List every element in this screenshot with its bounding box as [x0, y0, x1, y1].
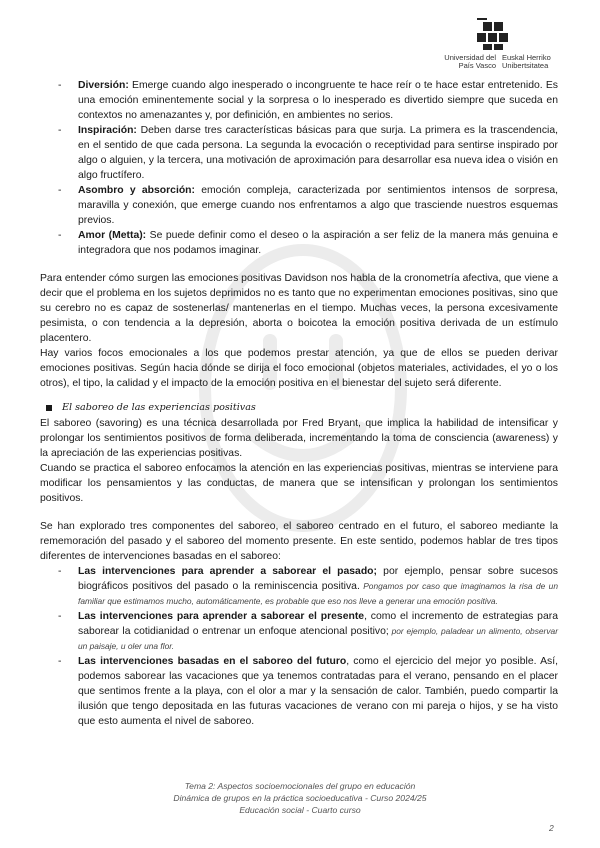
footer-course: Dinámica de grupos en la práctica socioeducativa - Curso 2024/25: [173, 793, 427, 803]
university-logo: [428, 18, 578, 78]
list-item: - Las intervenciones para aprender a saborear el pasado; por ejemplo, pensar sobre sucesos biográficos positivos del pasado o la reminiscencia positiva. Pongamos por caso que imaginamos la risa de un familiar que estimamos mucho, automáticamente, es probable que eso nos lleve a generar una emoción positiva.: [40, 564, 558, 609]
paragraph: El saboreo (savoring) es una técnica desarrollada por Fred Bryant, que implica la habilidad de intensificar y prolongar los sentimientos positivos de forma deliberada, incrementando la toma de consciencia (awareness) y la apreciación de las experiencias positivas.: [40, 418, 558, 459]
university-name-es: Universidad del País Vasco: [444, 53, 496, 70]
paragraph: Hay varios focos emocionales a los que podemos prestar atención, ya que de ellos se pueden derivar emociones positivas. Según hacia dónde se dirija el foco emocional (objetos materiales, actividades, el yo o los otros), el tipo, la calidad y el impacto de la emoción positiva en el bienestar del sujeto será diferente.: [40, 348, 558, 389]
footer-degree: Educación social - Cuarto curso: [239, 805, 361, 815]
interventions-list: [40, 564, 558, 729]
page-content: [40, 78, 558, 729]
paragraph: Para entender cómo surgen las emociones positivas Davidson nos habla de la cronometría afectiva, que viene a decir que el problema en los sujetos deprimidos no es tanto que no experimentan emociones positivas, sino que su cerebro no es capaz de sostenerlas/ mantenerlas en el tiempo. Muchas veces, la persona excesivamente pesimista, o con tendencia a la depresión, aborta o boicotea la emoción positiva derivada de un estímulo placentero.: [40, 273, 558, 344]
footer-topic: Tema 2: Aspectos socioemocionales del grupo en educación: [184, 781, 416, 791]
list-item: - Amor (Metta): Se puede definir como el deseo o la aspiración a ser feliz de la manera más genuina e integradora que nos podamos imaginar.: [40, 228, 558, 258]
list-item: - Las intervenciones basadas en el saboreo del futuro, como el ejercicio del mejor yo posible. Así, podemos saborear las vacaciones que ya tenemos contratadas para el verano, pensando en el placer que sentimos frente a la playa, con el olor a mar y la sensación de calor. También, puedo compartir la ilusión que tengo depositada en las futuras vacaciones de verano con mi pareja o hijos, y se ha visto que esto aumenta el nivel de saboreo.: [40, 654, 558, 729]
page-footer: [0, 780, 600, 816]
emotions-list: [40, 78, 558, 258]
list-item: - Inspiración: Deben darse tres características básicas para que surja. La primera es la trascendencia, en el sentido de que cada persona. La segunda la evocación o receptividad para sentirse inspirado por algo o alguien, y la tercera, una motivación de aproximación para desarrollar esa nueva idea o visión en algo fructífero.: [40, 123, 558, 183]
page-number: 2: [549, 823, 554, 833]
paragraph: Cuando se practica el saboreo enfocamos la atención en las experiencias positivas, mientras se interviene para modificar los pensamientos y las conductas, de manera que se intensifican y prolongan los sentimientos positivos.: [40, 463, 558, 504]
paragraph: Se han explorado tres componentes del saboreo, el saboreo centrado en el futuro, el saboreo mediante la rememoración del pasado y el saboreo del momento presente. En este sentido, podemos hablar de tres tipos diferentes de intervenciones basadas en el saboreo:: [40, 521, 558, 562]
list-item: - Asombro y absorción: emoción compleja, caracterizada por sentimientos intensos de sorpresa, maravilla y conexión, que emerge cuando nos enfrentamos a algo que trasciende nuestros esquemas previos.: [40, 183, 558, 228]
list-item: - Las intervenciones para aprender a saborear el presente, como el incremento de estrategias para saborear la cotidianidad o entrenar un enfoque atencional positivo; por ejemplo, paladear un alimento, observar un paisaje, u oler una flor.: [40, 609, 558, 654]
university-emblem-icon: [473, 18, 511, 50]
square-bullet-icon: [46, 405, 52, 411]
section-heading: El saboreo de las experiencias positivas: [40, 400, 558, 416]
list-item: - Diversión: Emerge cuando algo inesperado o incongruente te hace reír o te hace estar entretenido. Es una emoción eminentemente social y la sorpresa o lo inesperado es divertido siempre que suceda en contextos no amenazantes y, por definición, en ambientes no serios.: [40, 78, 558, 123]
university-name-eu: Euskal Herriko Unibertsitatea: [502, 53, 551, 70]
